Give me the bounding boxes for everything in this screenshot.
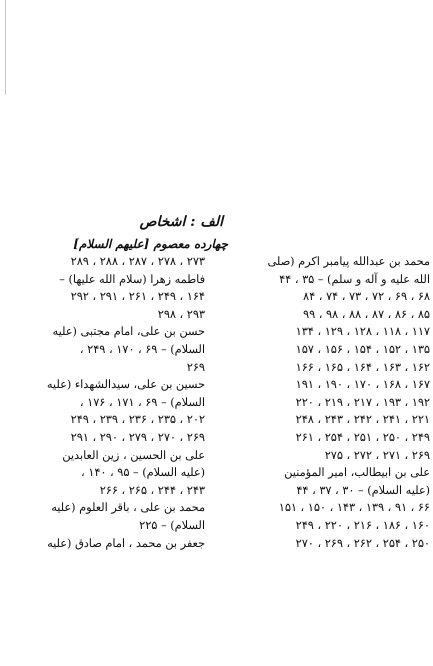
index-line: (علیه السلام) – ۳۰ ، ۳۷ ، ۴۴: [296, 483, 430, 497]
index-line: ۲۶۹ ، ۲۷۰ ، ۲۷۹ ، ۲۹۰ ، ۲۹۱: [70, 430, 205, 444]
index-line: فاطمه زهرا (سلام الله علیها) –: [59, 272, 205, 286]
index-column-left: [15, 253, 205, 552]
index-line: (علیه السلام) – ۹۵ ، ۱۴۰ ،: [81, 466, 205, 480]
index-line: السلام) – ۶۹ ، ۱۷۱ ، ۱۷۶ ،: [79, 395, 205, 409]
index-line: ۱۶۷ ، ۱۶۸ ، ۱۷۰ ، ۱۹۰ ، ۱۹۱: [295, 378, 430, 392]
index-line: ۲۲۱ ، ۲۴۱ ، ۲۴۲ ، ۲۴۳ ، ۲۴۸: [295, 413, 430, 427]
index-line: ۱۶۲ ، ۱۶۳ ، ۱۶۴ ، ۱۶۵ ، ۱۶۶: [295, 360, 430, 374]
index-line: ۱۳۵ ، ۱۵۲ ، ۱۵۴ ، ۱۵۶ ، ۱۵۷: [295, 342, 430, 356]
page-edge-line: [5, 0, 6, 95]
index-line: حسین بن علی، سیدالشهداء (علیه: [46, 378, 205, 392]
index-line: ۶۸ ، ۶۹ ، ۷۲ ، ۷۳ ، ۷۴ ، ۸۴: [303, 290, 430, 304]
index-line: ۲۹۳ ، ۲۹۸: [157, 307, 205, 321]
index-line: ۲۴۹ ، ۲۵۰ ، ۲۵۱ ، ۲۵۴ ، ۲۶۱: [295, 430, 430, 444]
section-heading: الف : اشخاص: [139, 214, 223, 230]
index-line: محمد بن علی ، باقر العلوم (علیه: [51, 501, 205, 515]
subsection-heading: چهارده معصوم [علیهم السلام]: [73, 237, 228, 251]
index-line: ۱۱۷ ، ۱۱۸ ، ۱۲۸ ، ۱۲۹ ، ۱۳۴: [295, 325, 430, 339]
index-column-right: [240, 253, 430, 552]
index-line: ۱۶۴ ، ۲۴۹ ، ۲۶۱ ، ۲۹۱ ، ۲۹۲: [70, 290, 205, 304]
index-line: الله علیه و آله و سلم) – ۳۵ ، ۴۴: [279, 272, 430, 286]
index-line: ۲۰۲ ، ۲۳۵ ، ۲۳۶ ، ۲۳۹ ، ۲۴۹: [70, 413, 205, 427]
index-line: علی بن الحسین ، زین العابدین: [62, 448, 205, 462]
index-line: ۸۵ ، ۸۶ ، ۸۷ ، ۸۸ ، ۹۸ ، ۹۹: [303, 307, 430, 321]
index-line: حسن بن علی، امام مجتبی (علیه: [52, 325, 205, 339]
index-line: ۲۷۳ ، ۲۷۸ ، ۲۸۷ ، ۲۸۸ ، ۲۸۹: [70, 255, 205, 268]
index-line: ۲۴۳ ، ۲۴۴ ، ۲۶۵ ، ۲۶۶: [99, 483, 205, 497]
index-line: السلام) – ۶۹ ، ۱۷۰ ، ۲۴۹ ،: [79, 342, 205, 356]
index-line: ۱۶۰ ، ۱۸۶ ، ۲۱۶ ، ۲۲۰ ، ۲۴۹: [295, 518, 430, 532]
index-line: ۲۶۹: [186, 360, 205, 374]
index-line: ۲۵۰ ، ۲۵۴ ، ۲۶۲ ، ۲۶۹ ، ۲۷۰: [295, 536, 430, 550]
index-line: جعفر بن محمد ، امام صادق (علیه: [47, 536, 205, 550]
index-line: محمد بن عبدالله پیامبر اکرم (صلی: [267, 255, 430, 268]
index-line: السلام) – ۲۲۵: [139, 518, 205, 532]
index-line: ۱۹۲ ، ۱۹۳ ، ۲۱۷ ، ۲۱۹ ، ۲۲۰: [295, 395, 430, 409]
index-line: ۶۶ ، ۹۱ ، ۱۳۹ ، ۱۴۳ ، ۱۵۰ ، ۱۵۱: [278, 501, 430, 515]
index-line: ۲۶۹ ، ۲۷۱ ، ۲۷۲ ، ۲۷۵: [324, 448, 430, 462]
index-line: علی بن ابیطالب، امیر المؤمنین: [284, 466, 430, 480]
